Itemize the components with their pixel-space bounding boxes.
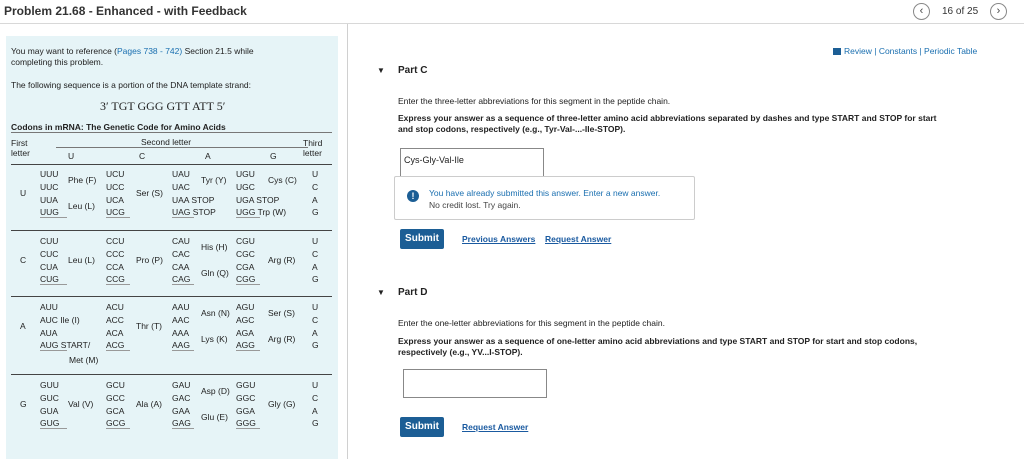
part-c-format-line2: and stop codons, respectively (e.g., Tyr-Val-...-Ile-STOP). [398, 124, 626, 134]
link-separator: | [917, 46, 925, 56]
part-d-instruction: Enter the one-letter abbreviations for this segment in the peptide chain. [398, 318, 665, 328]
codon-cell: GAG [172, 418, 191, 429]
codon-underline [40, 350, 67, 351]
third-letter: U [312, 169, 319, 179]
codon-cell: AAA [172, 327, 190, 338]
codon-cell: AUC Ile (I) [40, 314, 80, 325]
first-letter: A [20, 321, 26, 332]
third-letter: G [312, 207, 319, 218]
first-letter: U [20, 188, 27, 199]
codon-cell: UGC [236, 181, 255, 192]
part-c-instruction: Enter the three-letter abbreviations for this segment in the peptide chain. [398, 96, 671, 106]
codon-cell: GUA [40, 405, 59, 416]
amino-acid-label: Asp (D) [201, 386, 230, 397]
amino-acid-label: Ala (A) [136, 399, 162, 410]
part-c-request-answer-link[interactable]: Request Answer [545, 234, 612, 244]
part-d-format-line2: respectively (e.g., YV...I-STOP). [398, 347, 523, 357]
reference-text [11, 46, 254, 56]
third-letter: A [312, 327, 318, 338]
codon-cell: CAG [172, 274, 191, 285]
codon-cell: AGA [236, 327, 254, 338]
codon-cell: CGC [236, 248, 255, 259]
codon-underline [106, 217, 130, 218]
strand-label: The following sequence is a portion of the DNA template strand: [11, 80, 252, 90]
codon-cell: ACA [106, 327, 124, 338]
codon-cell: CCG [106, 274, 125, 285]
codon-cell: GUC [40, 392, 59, 403]
reference-text-line2: completing this problem. [11, 57, 104, 67]
codon-cell: AGU [236, 302, 255, 312]
first-letter-header: letter [11, 148, 30, 158]
codon-underline [172, 350, 194, 351]
codon-cell: AAG [172, 340, 190, 351]
group-separator [11, 164, 332, 165]
dna-strand: 3′ TGT GGG GTT ATT 5′ [100, 99, 226, 113]
third-letter: U [312, 302, 319, 312]
header-bar [0, 0, 1024, 24]
part-d-label[interactable]: Part D [398, 287, 428, 298]
codon-cell: UGA STOP [236, 194, 280, 205]
second-letter-col: G [270, 151, 277, 161]
third-letter: A [312, 405, 318, 416]
codon-cell: UUU [40, 169, 59, 179]
reference-post: Section 21.5 while [182, 46, 254, 56]
codon-cell: AUA [40, 327, 58, 338]
codon-cell: UCU [106, 169, 125, 179]
codon-cell: UCC [106, 181, 125, 192]
feedback-credit: No credit lost. Try again. [429, 200, 521, 210]
codon-cell: CAA [172, 261, 190, 272]
third-letter: G [312, 418, 319, 429]
constants-link[interactable]: Constants [878, 46, 918, 56]
third-letter: C [312, 314, 319, 325]
codon-cell: AGC [236, 314, 255, 325]
codon-cell: CCU [106, 236, 125, 246]
codon-underline [236, 217, 260, 218]
problem-intro-panel [6, 36, 338, 459]
codon-cell: GCU [106, 380, 125, 390]
amino-acid-label: Tyr (Y) [201, 175, 227, 186]
pages-link[interactable]: Pages 738 - 742) [117, 46, 183, 56]
amino-acid-label: Phe (F) [68, 175, 97, 186]
codon-underline [40, 428, 67, 429]
codon-cell: CGU [236, 236, 255, 246]
part-c-submit-button[interactable]: Submit [400, 229, 444, 249]
codon-cell: CGA [236, 261, 255, 272]
codon-cell: UUA [40, 194, 58, 205]
third-letter: U [312, 236, 319, 246]
codon-cell: UCG [106, 207, 125, 218]
codon-cell: UAC [172, 181, 190, 192]
codon-cell: GGU [236, 380, 256, 390]
amino-acid-label: Asn (N) [201, 308, 230, 319]
third-letter: C [312, 181, 319, 192]
part-c-format: Express your answer as a sequence of three-letter amino acid abbreviations separated by dashes and type START and STOP for start [398, 113, 937, 123]
codon-cell: AAU [172, 302, 190, 312]
third-letter: C [312, 392, 319, 403]
codon-cell: ACG [106, 340, 125, 351]
third-letter: U [312, 380, 319, 390]
codon-cell: ACU [106, 302, 124, 312]
third-letter: C [312, 248, 319, 259]
codon-underline [236, 350, 260, 351]
codon-underline [236, 428, 260, 429]
codon-underline [40, 284, 67, 285]
codon-cell: GAC [172, 392, 191, 403]
codon-cell: GGC [236, 392, 256, 403]
codon-cell: CUC [40, 248, 59, 259]
amino-acid-label: Glu (E) [201, 412, 228, 422]
codon-cell: GGA [236, 405, 255, 416]
amino-acid-label: Arg (R) [268, 334, 296, 344]
codon-cell: GUG [40, 418, 60, 429]
codon-cell: CGG [236, 274, 256, 285]
codon-cell: UAG STOP [172, 207, 216, 218]
codon-cell: UAA STOP [172, 194, 215, 205]
part-c-label[interactable]: Part C [398, 65, 428, 76]
review-icon [833, 48, 841, 55]
second-letter-col: U [68, 151, 75, 161]
part-d-format: Express your answer as a sequence of one-letter amino acid abbreviations and type START and STOP for start and stop codons, [398, 336, 918, 346]
codon-cell: ACC [106, 314, 124, 325]
codon-cell: CUA [40, 261, 58, 272]
codon-cell: AUU [40, 302, 58, 312]
part-d-submit-button[interactable]: Submit [400, 417, 444, 437]
periodic-table-link[interactable]: Periodic Table [924, 46, 978, 56]
part-d-collapse-icon[interactable]: ▼ [377, 288, 385, 297]
codon-cell: CCA [106, 261, 124, 272]
codon-underline [40, 217, 67, 218]
part-c-answer-field[interactable]: Cys-Gly-Val-Ile [400, 148, 544, 177]
link-separator: | [871, 46, 879, 56]
amino-acid-label: Cys (C) [268, 175, 297, 186]
codon-cell: UGU [236, 169, 255, 179]
second-letter-col: C [139, 151, 146, 161]
codon-table-rule [11, 132, 332, 133]
top-links [833, 46, 977, 56]
amino-acid-label: Ser (S) [268, 308, 295, 319]
codon-cell: CAU [172, 236, 190, 246]
group-separator [11, 374, 332, 375]
codon-cell: GCG [106, 418, 126, 429]
previous-answers-link[interactable]: Previous Answers [462, 234, 536, 244]
amino-acid-label: Gln (Q) [201, 268, 229, 278]
codon-table-title: Codons in mRNA: The Genetic Code for Amino Acids [11, 122, 226, 132]
third-letter-header: letter [303, 148, 322, 158]
codon-cell: GCA [106, 405, 125, 416]
codon-cell: UGG Trp (W) [236, 207, 287, 218]
third-letter: G [312, 340, 319, 351]
first-letter: G [20, 399, 27, 410]
codon-underline [172, 428, 194, 429]
amino-acid-label: Leu (L) [68, 255, 95, 266]
codon-note: Met (M) [69, 355, 99, 366]
codon-cell: UUG [40, 207, 59, 218]
third-letter-header: Third [303, 138, 323, 148]
codon-underline [106, 350, 130, 351]
reference-pre: You may want to reference ( [11, 46, 117, 56]
codon-cell: AAC [172, 314, 190, 325]
codon-cell: AGG [236, 340, 255, 351]
amino-acid-label: Lys (K) [201, 334, 228, 344]
codon-cell: CUU [40, 236, 59, 246]
previous-problem-button[interactable]: ‹ [913, 3, 930, 20]
page-count: 16 of 25 [942, 6, 979, 17]
codon-cell: CAC [172, 248, 190, 259]
codon-underline [172, 284, 194, 285]
amino-acid-label: Pro (P) [136, 255, 163, 266]
group-separator [11, 296, 332, 297]
second-letter-col: A [205, 151, 211, 161]
codon-underline [106, 428, 130, 429]
feedback-message: You have already submitted this answer. Enter a new answer. [429, 188, 661, 198]
codon-cell: AUG START/ [40, 340, 91, 351]
amino-acid-label: His (H) [201, 242, 228, 253]
part-c-collapse-icon[interactable]: ▼ [377, 66, 385, 75]
codon-cell: GGG [236, 418, 256, 429]
codon-cell: CCC [106, 248, 125, 259]
codon-cell: GAA [172, 405, 190, 416]
amino-acid-label: Thr (T) [136, 321, 162, 332]
amino-acid-label: Ser (S) [136, 188, 163, 199]
second-letter-rule [56, 147, 308, 148]
third-letter: A [312, 261, 318, 272]
third-letter: A [312, 194, 318, 205]
alert-icon: ! [407, 190, 419, 202]
parts-panel [347, 24, 1024, 459]
first-letter-header: First [11, 138, 28, 148]
amino-acid-label: Leu (L) [68, 201, 95, 211]
amino-acid-label: Gly (G) [268, 399, 296, 410]
codon-cell: UUC [40, 181, 59, 192]
part-d-answer-field[interactable] [403, 369, 547, 398]
part-d-request-answer-link[interactable]: Request Answer [462, 422, 529, 432]
codon-cell: UAU [172, 169, 190, 179]
codon-underline [106, 284, 130, 285]
first-letter: C [20, 255, 27, 266]
codon-cell: CUG [40, 274, 59, 285]
codon-cell: GUU [40, 380, 59, 390]
problem-title: Problem 21.68 - Enhanced - with Feedback [4, 4, 247, 18]
codon-underline [236, 284, 260, 285]
codon-cell: GAU [172, 380, 191, 390]
codon-cell: GCC [106, 392, 125, 403]
amino-acid-label: Arg (R) [268, 255, 296, 266]
third-letter: G [312, 274, 319, 285]
second-letter-header: Second letter [141, 137, 192, 147]
feedback-box [394, 176, 695, 220]
group-separator [11, 230, 332, 231]
codon-cell: UCA [106, 194, 124, 205]
codon-underline [172, 217, 194, 218]
review-link[interactable]: Review [844, 46, 872, 56]
amino-acid-label: Val (V) [68, 399, 94, 410]
next-problem-button[interactable]: › [990, 3, 1007, 20]
